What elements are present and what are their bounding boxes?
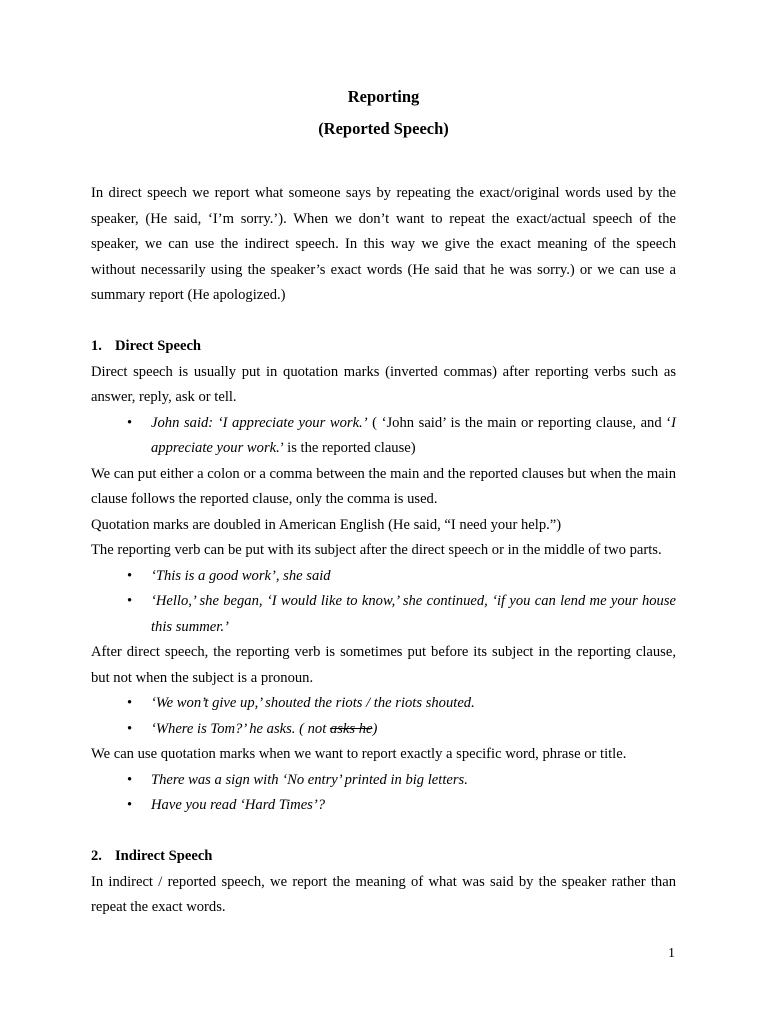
intro-paragraph: In direct speech we report what someone says by repeating the exact/original words used by the speaker, (He said, ‘I’m sorry.’). When we don’t want to repeat the exact/actual speech of the speaker, we can use the indirect speech. In this way we give the exact meaning of the speech without necessarily using the speaker’s exact words (He said that he was sorry.) or we can use a summary report (He apologized.) — [91, 185, 676, 303]
document-subtitle: (Reported Speech) — [318, 119, 449, 138]
section-title: Indirect Speech — [115, 848, 213, 864]
list-item — [91, 564, 676, 590]
direct-speech-paragraph-1: Direct speech is usually put in quotation marks (inverted commas) after reporting verbs such as answer, reply, ask or tell. — [91, 363, 676, 405]
bullet-list-3 — [91, 691, 676, 742]
direct-speech-paragraph-6: We can use quotation marks when we want to report exactly a specific word, phrase or title. — [91, 746, 627, 762]
example-text: Have you read ‘Hard Times’? — [151, 797, 326, 813]
section-heading-indirect-speech — [91, 844, 676, 870]
list-item — [91, 717, 676, 743]
explanation-text: ’ is the reported clause) — [279, 440, 416, 456]
example-text: ‘We won’t give up,’ shouted the riots / the riots shouted. — [151, 695, 475, 711]
direct-speech-paragraph-5: After direct speech, the reporting verb is sometimes put before its subject in the reporting clause, but not when the subject is a pronoun. — [91, 644, 676, 686]
example-text: ‘This is a good work’, she said — [151, 567, 331, 584]
explanation-text: ) — [372, 720, 378, 737]
direct-speech-paragraph-3: Quotation marks are doubled in American English (He said, “I need your help.”) — [91, 516, 562, 533]
explanation-text: ( not — [295, 720, 330, 737]
bullet-icon: • — [127, 593, 133, 609]
bullet-icon: • — [127, 695, 133, 711]
example-text: ‘Where is Tom?’ he asks. — [151, 720, 296, 737]
document-page — [91, 85, 676, 921]
list-item — [91, 768, 676, 794]
bullet-list-1 — [91, 411, 676, 462]
explanation-text: ( ‘John said’ is the main or reporting clause, and ‘ — [367, 414, 672, 431]
bullet-list-2 — [91, 564, 676, 641]
document-title: Reporting — [347, 87, 420, 106]
list-item — [91, 411, 676, 462]
struck-text: asks he — [329, 720, 373, 737]
bullet-icon: • — [127, 567, 133, 584]
direct-speech-paragraph-4: The reporting verb can be put with its subject after the direct speech or in the middle of two parts. — [91, 542, 662, 558]
list-item — [91, 793, 676, 819]
page-number: 1 — [668, 946, 675, 961]
example-text: I appreciate your work. — [151, 414, 676, 456]
section-heading-direct-speech — [91, 334, 676, 360]
example-text: ‘Hello,’ she began, ‘I would like to know,’ she continued, ‘if you can lend me your house this summer.’ — [151, 593, 676, 635]
bullet-icon: • — [127, 720, 133, 737]
list-item — [91, 691, 676, 717]
bullet-list-4 — [91, 768, 676, 819]
list-item — [91, 589, 676, 640]
section-number: 2. — [91, 848, 102, 864]
example-text: John said: ‘I appreciate your work.’ — [151, 414, 368, 431]
bullet-icon: • — [127, 771, 133, 788]
direct-speech-paragraph-2: We can put either a colon or a comma between the main and the reported clauses but when the main clause follows the reported clause, only the comma is used. — [91, 465, 676, 507]
section-title: Direct Speech — [115, 338, 202, 354]
section-number: 1. — [91, 338, 102, 354]
indirect-speech-paragraph-1: In indirect / reported speech, we report the meaning of what was said by the speaker rather than repeat the exact words. — [91, 873, 676, 915]
bullet-icon: • — [127, 797, 133, 813]
example-text: There was a sign with ‘No entry’ printed in big letters. — [151, 771, 468, 788]
bullet-icon: • — [127, 414, 133, 431]
